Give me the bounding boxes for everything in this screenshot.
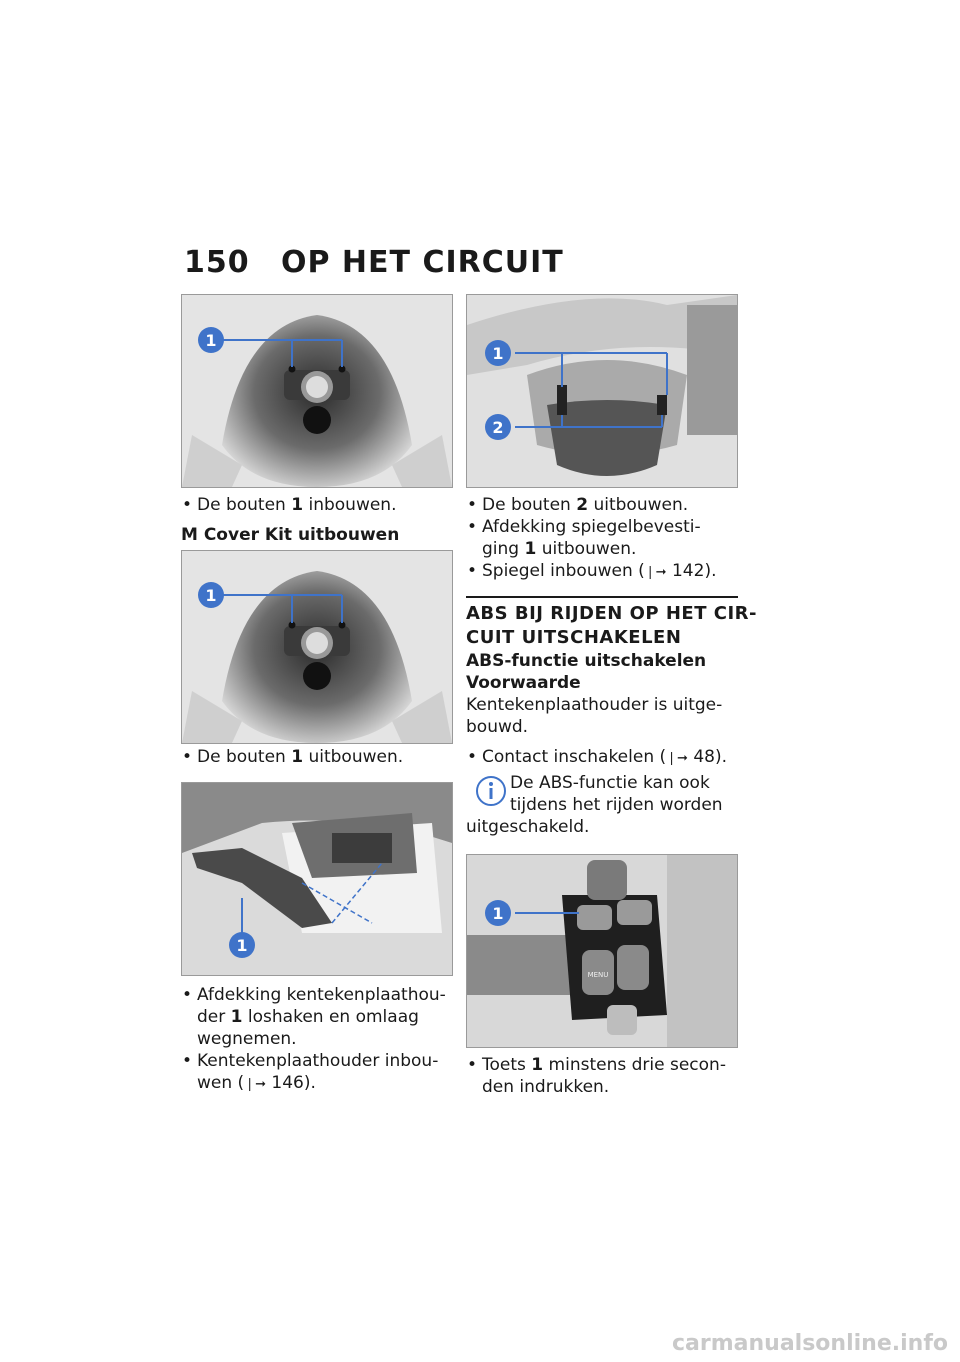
- page-ref-link[interactable]: 142: [671, 561, 705, 581]
- figure-front-bolts-install: [181, 294, 453, 488]
- step-bolts-install: • De bouten 1 inbouwen.: [181, 494, 459, 516]
- info-icon: [474, 774, 508, 808]
- page-ref-arrow-icon: ❘➞: [666, 751, 688, 766]
- fairing-image-2: [182, 551, 452, 743]
- page-ref-link[interactable]: 146: [271, 1073, 304, 1093]
- step-press-button: • Toets 1 minstens drie secon- den indrukken.: [466, 1054, 744, 1098]
- page-ref-arrow-icon: ❘➞: [244, 1077, 266, 1092]
- figure-license-cover: [181, 782, 453, 976]
- callout-2: 2: [492, 418, 504, 437]
- section-divider: [466, 596, 738, 598]
- figure-handlebar-switch: [466, 854, 738, 1048]
- note-text: De ABS-functie kan ook tijdens het rijden worden: [510, 773, 723, 815]
- step-cover-unhook: • Afdekking kentekenplaathou- der 1 loshaken en omlaag wegnemen.: [181, 984, 459, 1050]
- switch-image: [467, 855, 737, 1047]
- step-holder-install: • Kentekenplaathouder inbou- wen (❘➞ 146).: [181, 1050, 459, 1096]
- watermark: carmanualsonline.info: [672, 1331, 948, 1356]
- step-bolts2-remove: • De bouten 2 uitbouwen.: [466, 494, 744, 516]
- figure-front-bolts-remove: [181, 550, 453, 744]
- callout-1: 1: [205, 331, 217, 350]
- figure-mirror-bolts: [466, 294, 738, 488]
- step-mirror-install: • Spiegel inbouwen (❘➞ 142).: [466, 560, 744, 584]
- sub-heading: ABS-functie uitschakelen Voorwaarde: [466, 651, 707, 693]
- mirror-image: [467, 295, 737, 487]
- license-cover-image: [182, 783, 452, 975]
- callout-1: 1: [492, 344, 504, 363]
- section-heading-m-cover: M Cover Kit uitbouwen: [181, 525, 400, 545]
- callout-1: 1: [492, 904, 504, 923]
- condition-text: Kentekenplaathouder is uitge- bouwd.: [466, 695, 723, 737]
- page-ref-arrow-icon: ❘➞: [644, 565, 667, 580]
- page-number: 150: [184, 245, 250, 280]
- fairing-image: [182, 295, 452, 487]
- callout-1: 1: [205, 586, 217, 605]
- step-ignition-on: • Contact inschakelen (❘➞ 48).: [466, 746, 744, 770]
- note-text-continued: uitgeschakeld.: [466, 817, 590, 837]
- menu-label: MENU: [587, 971, 609, 979]
- page-ref-link[interactable]: 48: [693, 747, 715, 767]
- step-mirror-cover-remove: • Afdekking spiegelbevesti- ging 1 uitbouwen.: [466, 516, 744, 560]
- section-title: ABS BIJ RIJDEN OP HET CIR- CUIT UITSCHAKELEN: [466, 603, 757, 648]
- chapter-title: OP HET CIRCUIT: [281, 245, 564, 280]
- step-bolts-remove: • De bouten 1 uitbouwen.: [181, 746, 459, 768]
- callout-1: 1: [236, 936, 248, 955]
